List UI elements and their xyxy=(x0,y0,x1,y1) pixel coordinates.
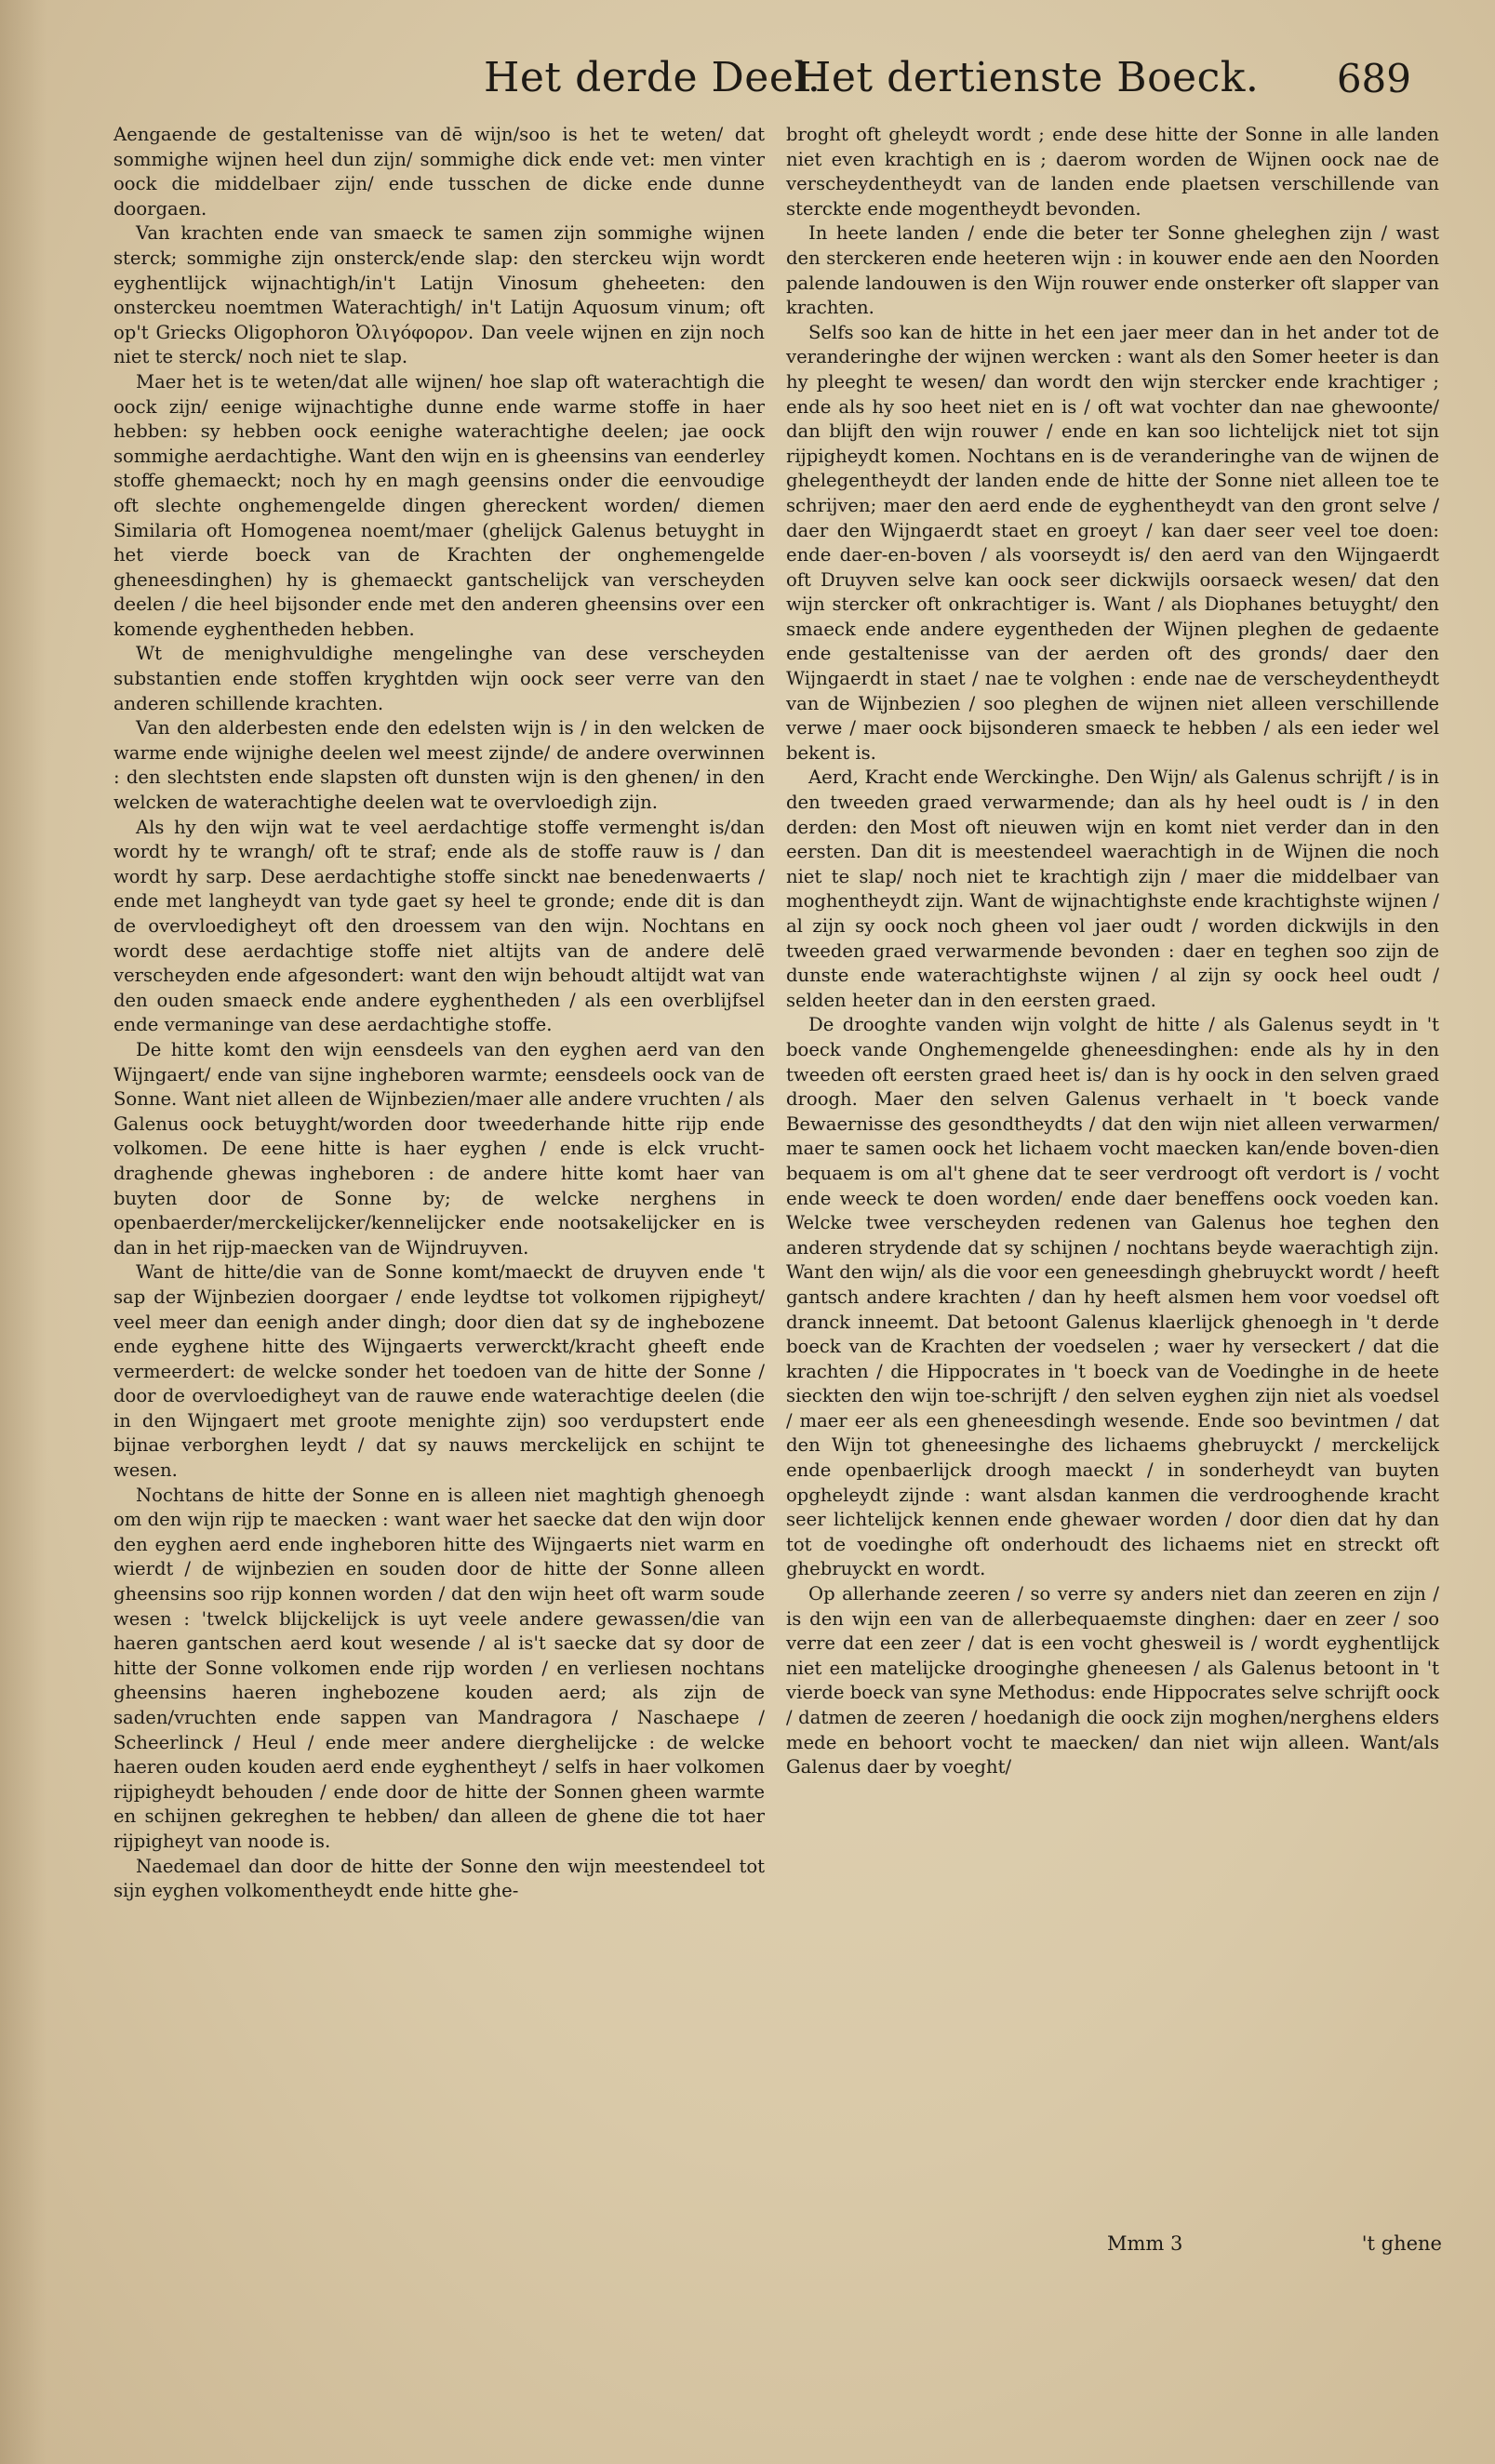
left-column xyxy=(113,123,765,1904)
paragraph: In heete landen / ende die beter ter Sonne gheleghen zijn / wast den sterckeren ende heeteren wijn : in kouwer ende aen den Noorden palende landouwen is den Wijn rouwer ende onsterker oft slapper van krachten. xyxy=(786,222,1439,319)
page-number: 689 xyxy=(1336,56,1411,101)
page-footer xyxy=(1107,2232,1442,2270)
catchword: 't ghene xyxy=(1361,2232,1442,2255)
paragraph: Want de hitte/die van de Sonne komt/maeckt de druyven ende 't sap der Wijnbezien doorgaer / ende leydtse tot volkomen rijpigheyt/ veel meer dan eenigh ander dingh; door dien dat sy de inghebozene ende eyghene hitte des Wijngaerts verwerckt/kracht gheeft ende vermeerdert: de welcke sonder het toedoen van de hitte der Sonne / door de overvloedigheyt van de rauwe ende waterachtige deelen (die in den Wijngaert met groote menighte zijn) soo verdupstert ende bijnae verborghen leydt / dat sy nauws merckelijck en schijnt te wesen. xyxy=(113,1261,765,1482)
paragraph: Van den alderbesten ende den edelsten wijn is / in den welcken de warme ende wijnighe deelen wel meest zijnde/ de andere overwinnen : den slechtsten ende slapsten oft dunsten wijn is den ghenen/ in den welcken de waterachtighe deelen wat te overvloedigh zijn. xyxy=(113,717,765,814)
paragraph: De drooghte vanden wijn volght de hitte / als Galenus seydt in 't boeck vande Onghemengelde gheneesdinghen: ende als hy in den tweeden oft eersten graed heet is/ dan is hy oock in den selven graed droogh. Maer den selven Galenus verhaelt in 't boeck vande Bewaernisse des gesondtheydts / dat den wijn niet alleen verwarmen/ maer te samen oock het lichaem vocht maecken kan/ende boven-dien bequaem is om al't ghene dat te seer verdroogt oft verdort is / vocht ende weeck te doen worden/ ende daer beneffens oock voeden kan. Welcke twee verscheyden redenen van Galenus hoe teghen den anderen strydende dat sy schijnen / nochtans beyde waerachtigh zijn. Want den wijn/ als die voor een geneesdingh ghebruyckt wordt / heeft gantsch andere krachten / dan hy heeft alsmen hem voor voedsel oft dranck inneemt. Dat betoont Galenus klaerlijck ghenoegh in 't derde boeck van de Krachten der voedselen ; waer hy verseckert / dat die krachten / die Hippocrates in 't boeck van de Voedinghe in de heete sieckten den wijn toe-schrijft / den selven eyghen zijn niet als voedsel / maer eer als een gheneesdingh wesende. Ende soo bevintmen / dat den Wijn tot gheneesinghe des lichaems ghebruyckt / merckelijck ende openbaerlijck droogh maeckt / in sonderheydt van buyten opgheleydt zijnde : want alsdan kanmen die verdrooghende kracht seer lichtelijck kennen ende ghewaer worden / door dien dat hy dan tot de voedinghe oft onderhoudt des lichaems niet en streckt oft ghebruyckt en wordt. xyxy=(786,1014,1439,1580)
header-part: Het derde Deel. xyxy=(484,54,821,101)
paragraph: Aerd, Kracht ende Werckinghe. Den Wijn/ als Galenus schrijft / is in den tweeden graed verwarmende; dan als hy heel oudt is / in den derden: den Most oft nieuwen wijn en komt niet verder dan in den eersten. Dan dit is meestendeel waerachtigh in de Wijnen die noch niet te slap/ noch niet te krachtigh zijn / maer die middelbaer van moghentheydt zijn. Want de wijnachtighste ende krachtighste wijnen / al zijn sy oock noch gheen vol jaer oudt / worden dickwijls in den tweeden graed verwarmende bevonden : daer en teghen soo zijn de dunste ende waterachtighste wijnen / al zijn sy oock heel oudt / selden heeter dan in den eersten graed. xyxy=(786,766,1439,1011)
paragraph: Naedemael dan door de hitte der Sonne den wijn meestendeel tot sijn eyghen volkomentheydt ende hitte ghe- xyxy=(113,1855,765,1902)
paragraph: Selfs soo kan de hitte in het een jaer meer dan in het ander tot de veranderinghe der wijnen wercken : want als den Somer heeter is dan hy pleeght te wesen/ dan wordt den wijn stercker ende krachtiger ; ende als hy soo heet niet en is / oft wat vochter dan nae ghewoonte/ dan blijft den wijn rouwer / ende en kan soo lichtelijck niet tot sijn rijpigheydt komen. Nochtans en is de veranderinghe van de wijnen de ghelegentheydt der landen ende de hitte der Sonne niet alleen toe te schrijven; maer den aerd ende de eyghentheydt van den gront selve / daer den Wijngaerdt staet en groeyt / kan daer seer veel toe doen: ende daer-en-boven / als voorseydt is/ den aerd van den Wijngaerdt oft Druyven selve kan oock seer dickwijls oorsaeck wesen/ dat den wijn stercker oft onkrachtiger is. Want / als Diophanes betuyght/ den smaeck ende andere eygentheden der Wijnen pleghen de gedaente ende gestaltenisse van der aerden oft des gronds/ daer den Wijngaerdt in staet / nae te volghen : ende nae de verscheydentheydt van de Wijnbezien / soo pleghen de wijnen niet alleen verschillende verwe / maer oock bijsonderen smaeck te hebben / als een ieder wel bekent is. xyxy=(786,321,1439,764)
paragraph: broght oft gheleydt wordt ; ende dese hitte der Sonne in alle landen niet even krachtigh en is ; daerom worden de Wijnen oock nae de verscheydentheydt van de landen ende plaetsen verschillende van sterckte ende mogentheydt bevonden. xyxy=(786,124,1439,220)
paragraph: Wt de menighvuldighe mengelinghe van dese verscheyden substantien ende stoffen kryghtden wijn oock seer verre van den anderen schillende krachten. xyxy=(113,643,765,714)
paragraph: De hitte komt den wijn eensdeels van den eyghen aerd van den Wijngaert/ ende van sijne ingheboren warmte; eensdeels oock van de Sonne. Want niet alleen de Wijnbezien/maer alle andere vruchten / als Galenus oock betuyght/worden door tweederhande hitte rijp ende volkomen. De eene hitte is haer eyghen / ende is elck vrucht-draghende ghewas ingheboren : de andere hitte komt haer van buyten door de Sonne by; de welcke nerghens in openbaerder/merckelijcker/kennelijcker ende nootsakelijcker en is dan in het rijp-maecken van de Wijndruyven. xyxy=(113,1038,765,1259)
right-column xyxy=(786,123,1439,1780)
paragraph: Op allerhande zeeren / so verre sy anders niet dan zeeren en zijn / is den wijn een van de allerbequaemste dinghen: daer en zeer / soo verre dat een zeer / dat is een vocht ghesweil is / wordt eyghentlijck niet een matelijcke drooginghe gheneesen / als Galenus betoont in 't vierde boeck van syne Methodus: ende Hippocrates selve schrijft oock / datmen de zeeren / hoedanigh die oock zijn moghen/nerghens elders mede en behoort vocht te maecken/ dan niet wijn alleen. Want/als Galenus daer by voeght/ xyxy=(786,1583,1439,1778)
paragraph: Maer het is te weten/dat alle wijnen/ hoe slap oft waterachtigh die oock zijn/ eenige wijnachtighe dunne ende warme stoffe in haer hebben: sy hebben oock eenighe waterachtighe deelen; jae oock sommighe aerdachtighe. Want den wijn en is gheensins van eenderley stoffe ghemaeckt; noch hy en magh geensins onder die eenvoudige oft slechte onghemengelde dingen ghereckent worden/ diemen Similaria oft Homogenea noemt/maer (ghelijck Galenus betuyght in het vierde boeck van de Krachten der onghemengelde gheneesdinghen) hy is ghemaeckt gantschelijck van verscheyden deelen / die heel bijsonder ende met den anderen gheensins over een komende eyghentheden hebben. xyxy=(113,370,765,640)
running-header xyxy=(102,54,1430,119)
paragraph: Nochtans de hitte der Sonne en is alleen niet maghtigh ghenoegh om den wijn rijp te maecken : want waer het saecke dat den wijn door den eyghen aerd ende ingheboren hitte des Wijngaerts niet warm en wierdt / de wijnbezien en souden door de hitte der Sonne alleen gheensins soo rijp konnen worden / dat den wijn heet oft warm soude wesen : 'twelck blijckelijck is uyt veele andere gewassen/die van haeren gantschen aerd kout wesende / al is't saecke dat sy door de hitte der Sonne volkomen ende rijp worden / en verliesen nochtans gheensins haeren inghebozene kouden aerd; als zijn de saden/vruchten ende sappen van Mandragora / Naschaepe / Scheerlinck / Heul / ende meer andere dierghelijcke : de welcke haeren ouden kouden aerd ende eyghentheyt / selfs in haer volkomen rijpigheydt behouden / ende door de hitte der Sonnen gheen warmte en schijnen gekreghen te hebben/ dan alleen de ghene die tot haer rijpigheyt van noode is. xyxy=(113,1484,765,1852)
binding-shadow xyxy=(0,0,47,2464)
paragraph: Van krachten ende van smaeck te samen zijn sommighe wijnen sterck; sommighe zijn onsterck/ende slap: den sterckeu wijn wordt eyghentlijck wijnachtigh/in't Latijn Vinosum gheheeten: den onsterckeu noemtmen Waterachtigh/ in't Latijn Aquosum vinum; oft op't Griecks Oligophoron Ὀλιγόφορον. Dan veele wijnen en zijn noch niet te sterck/ noch niet te slap. xyxy=(113,222,765,368)
paragraph: Als hy den wijn wat te veel aerdachtige stoffe vermenght is/dan wordt hy te wrangh/ oft te straf; ende als de stoffe rauw is / dan wordt hy sarp. Dese aerdachtighe stoffe sinckt nae benedenwaerts / ende met langheydt van tyde gaet sy heel te gronde; ende dit is dan de overvloedigheyt oft den droessem van den wijn. Nochtans en wordt dese aerdachtige stoffe niet altijts van de andere delē verscheyden ende afgesondert: want den wijn behoudt altijdt wat van den ouden smaeck ende andere eyghentheden / als een overblijfsel ende vermaninge van dese aerdachtighe stoffe. xyxy=(113,816,765,1036)
signature-mark: Mmm 3 xyxy=(1107,2232,1183,2255)
paragraph: Aengaende de gestaltenisse van dē wijn/soo is het te weten/ dat sommighe wijnen heel dun zijn/ sommighe dick ende vet: men vinter oock die middelbaer zijn/ ende tusschen de dicke ende dunne doorgaen. xyxy=(113,124,765,220)
header-book: Het dertienste Boeck. xyxy=(795,54,1260,101)
